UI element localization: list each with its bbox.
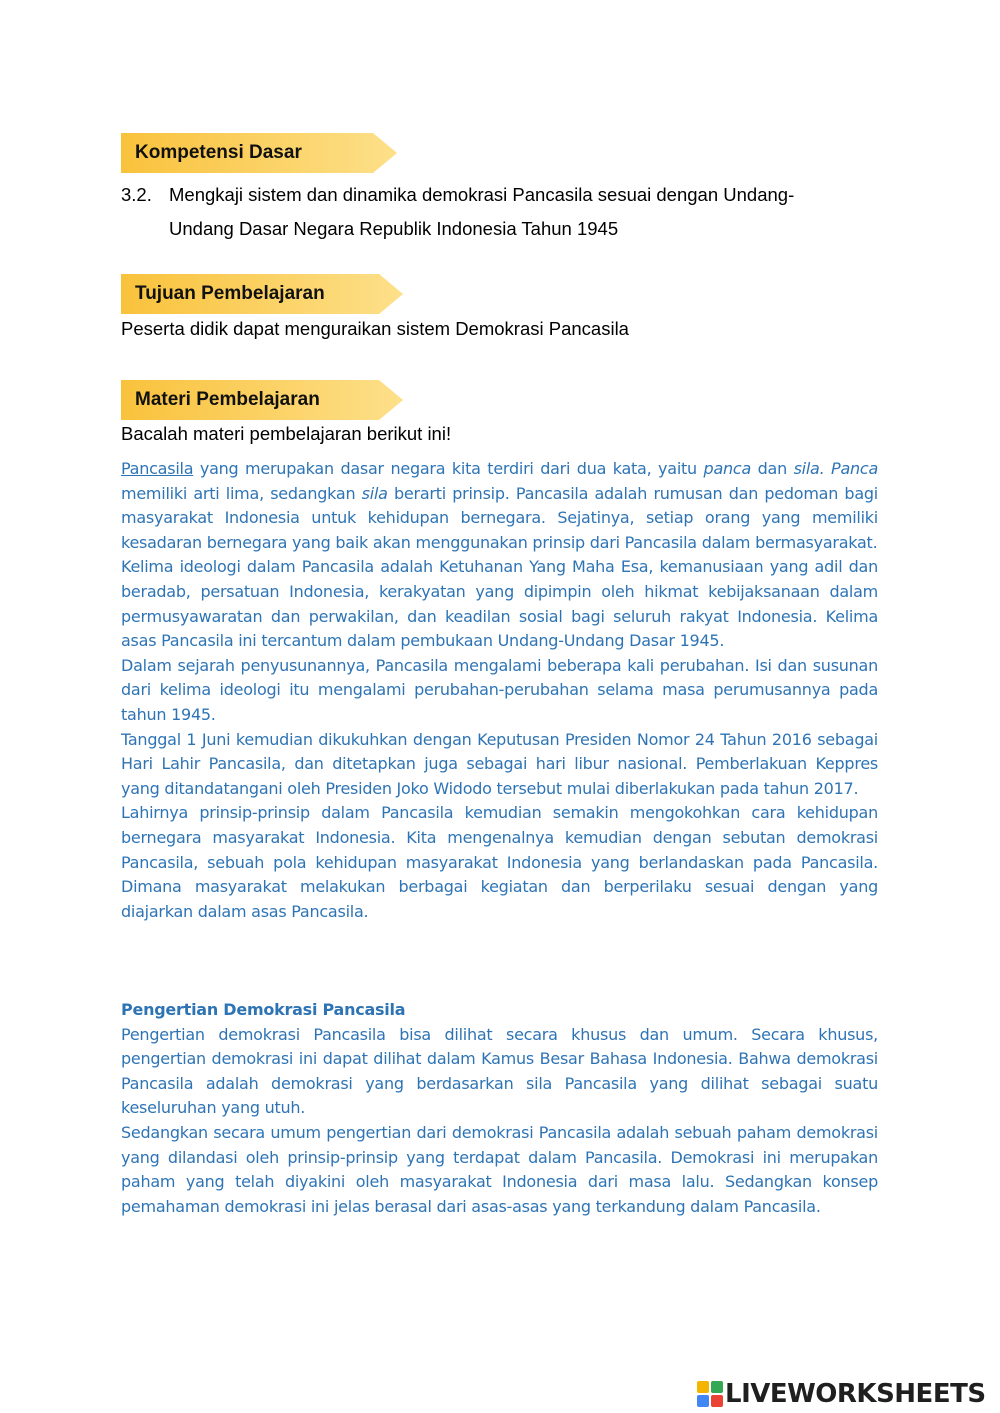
paragraph-fragment: dan <box>751 459 794 478</box>
kompetensi-dasar-banner <box>121 133 401 173</box>
pancasila-term: Pancasila <box>121 459 194 478</box>
article-paragraph-1 <box>121 457 878 555</box>
sila-term-2: sila <box>361 483 388 503</box>
article-paragraph-6: Pengertian demokrasi Pancasila bisa dilihat secara khusus dan umum. Secara khusus, pengertian demokrasi ini dapat dilihat dalam Kamus Besar Bahasa Indonesia. Bahwa demokrasi Pancasila adalah demokrasi yang berdasarkan sila Pancasila yang dilihat sebagai suatu keseluruhan yang utuh. <box>121 1024 878 1118</box>
paragraph-fragment: berarti prinsip. Pancasila adalah rumusan dan pedoman bagi masyarakat Indonesia untuk kehidupan bernegara. Sejatinya, setiap orang yang memiliki kesadaran bernegara yang baik akan menggunakan prinsip dari Pancasila dalam bermasyarakat. <box>121 483 878 552</box>
article-paragraph-5: Lahirnya prinsip-prinsip dalam Pancasila kemudian semakin mengokohkan cara kehidupan bernegara masyarakat Indonesia. Kita mengenalnya kemudian dengan sebutan demokrasi Pancasila, sebuah pola kehidupan masyarakat Indonesia yang berlandaskan pada Pancasila. Dimana masyarakat melakukan berbagai kegiatan dan berperilaku sesuai dengan yang diajarkan dalam asas Pancasila. <box>121 803 878 921</box>
kompetensi-number: 3.2. <box>121 184 152 205</box>
tujuan-pembelajaran-heading: Tujuan Pembelajaran <box>135 283 325 304</box>
liveworksheets-wordmark: LIVEWORKSHEETS <box>725 1379 986 1409</box>
article-paragraph-4: Tanggal 1 Juni kemudian dikukuhkan dengan Keputusan Presiden Nomor 24 Tahun 2016 sebagai Hari Lahir Pancasila, dan ditetapkan juga sebagai hari libur nasional. Pemberlakuan Keppres yang ditandatangani oleh Presiden Joko Widodo tersebut mulai diberlakukan pada tahun 2017. <box>121 729 878 798</box>
article-body <box>121 457 878 924</box>
kompetensi-text <box>169 178 869 246</box>
tujuan-pembelajaran-banner <box>121 274 401 314</box>
article-section-2 <box>121 998 878 1219</box>
materi-instruction: Bacalah materi pembelajaran berikut ini! <box>121 423 452 444</box>
paragraph-fragment: yang merupakan dasar negara kita terdiri dari dua kata, yaitu <box>193 459 704 478</box>
panca-term: panca <box>703 459 751 478</box>
tujuan-text: Peserta didik dapat menguraikan sistem Demokrasi Pancasila <box>121 318 629 339</box>
article-paragraph-7: Sedangkan secara umum pengertian dari demokrasi Pancasila adalah sebuah paham demokrasi yang dilandasi oleh prinsip-prinsip yang terdapat dalam Pancasila. Demokrasi ini merupakan paham yang telah diyakini oleh masyarakat Indonesia dari masa lalu. Sedangkan konsep pemahaman demokrasi ini jelas berasal dari asas-asas yang terkandung dalam Pancasila. <box>121 1122 878 1216</box>
materi-pembelajaran-heading: Materi Pembelajaran <box>135 389 320 410</box>
kompetensi-line-2: Undang Dasar Negara Republik Indonesia Tahun 1945 <box>169 218 619 239</box>
panca-term-2: Panca <box>831 459 878 478</box>
sila-term: sila. <box>793 459 825 478</box>
kompetensi-dasar-heading: Kompetensi Dasar <box>135 142 302 163</box>
paragraph-fragment: memiliki arti lima, sedangkan <box>121 483 362 503</box>
article-paragraph-2: Kelima ideologi dalam Pancasila adalah Ketuhanan Yang Maha Esa, kemanusiaan yang adil dan beradab, persatuan Indonesia, kerakyatan yang dipimpin oleh hikmat kebijaksanaan dalam permusyawaratan dan perwakilan, dan keadilan sosial bagi seluruh rakyat Indonesia. Kelima asas Pancasila ini tercantum dalam pembukaan Undang-Undang Dasar 1945. <box>121 557 878 651</box>
liveworksheets-icon <box>697 1381 723 1407</box>
materi-pembelajaran-banner <box>121 380 401 420</box>
subheading-pengertian: Pengertian Demokrasi Pancasila <box>121 1000 406 1019</box>
article-paragraph-3: Dalam sejarah penyusunannya, Pancasila mengalami beberapa kali perubahan. Isi dan susunan dari kelima ideologi itu mengalami perubahan-perubahan selama masa perumusannya pada tahun 1945. <box>121 655 878 724</box>
liveworksheets-logo <box>697 1376 986 1412</box>
kompetensi-line-1: Mengkaji sistem dan dinamika demokrasi Pancasila sesuai dengan Undang- <box>169 184 795 205</box>
